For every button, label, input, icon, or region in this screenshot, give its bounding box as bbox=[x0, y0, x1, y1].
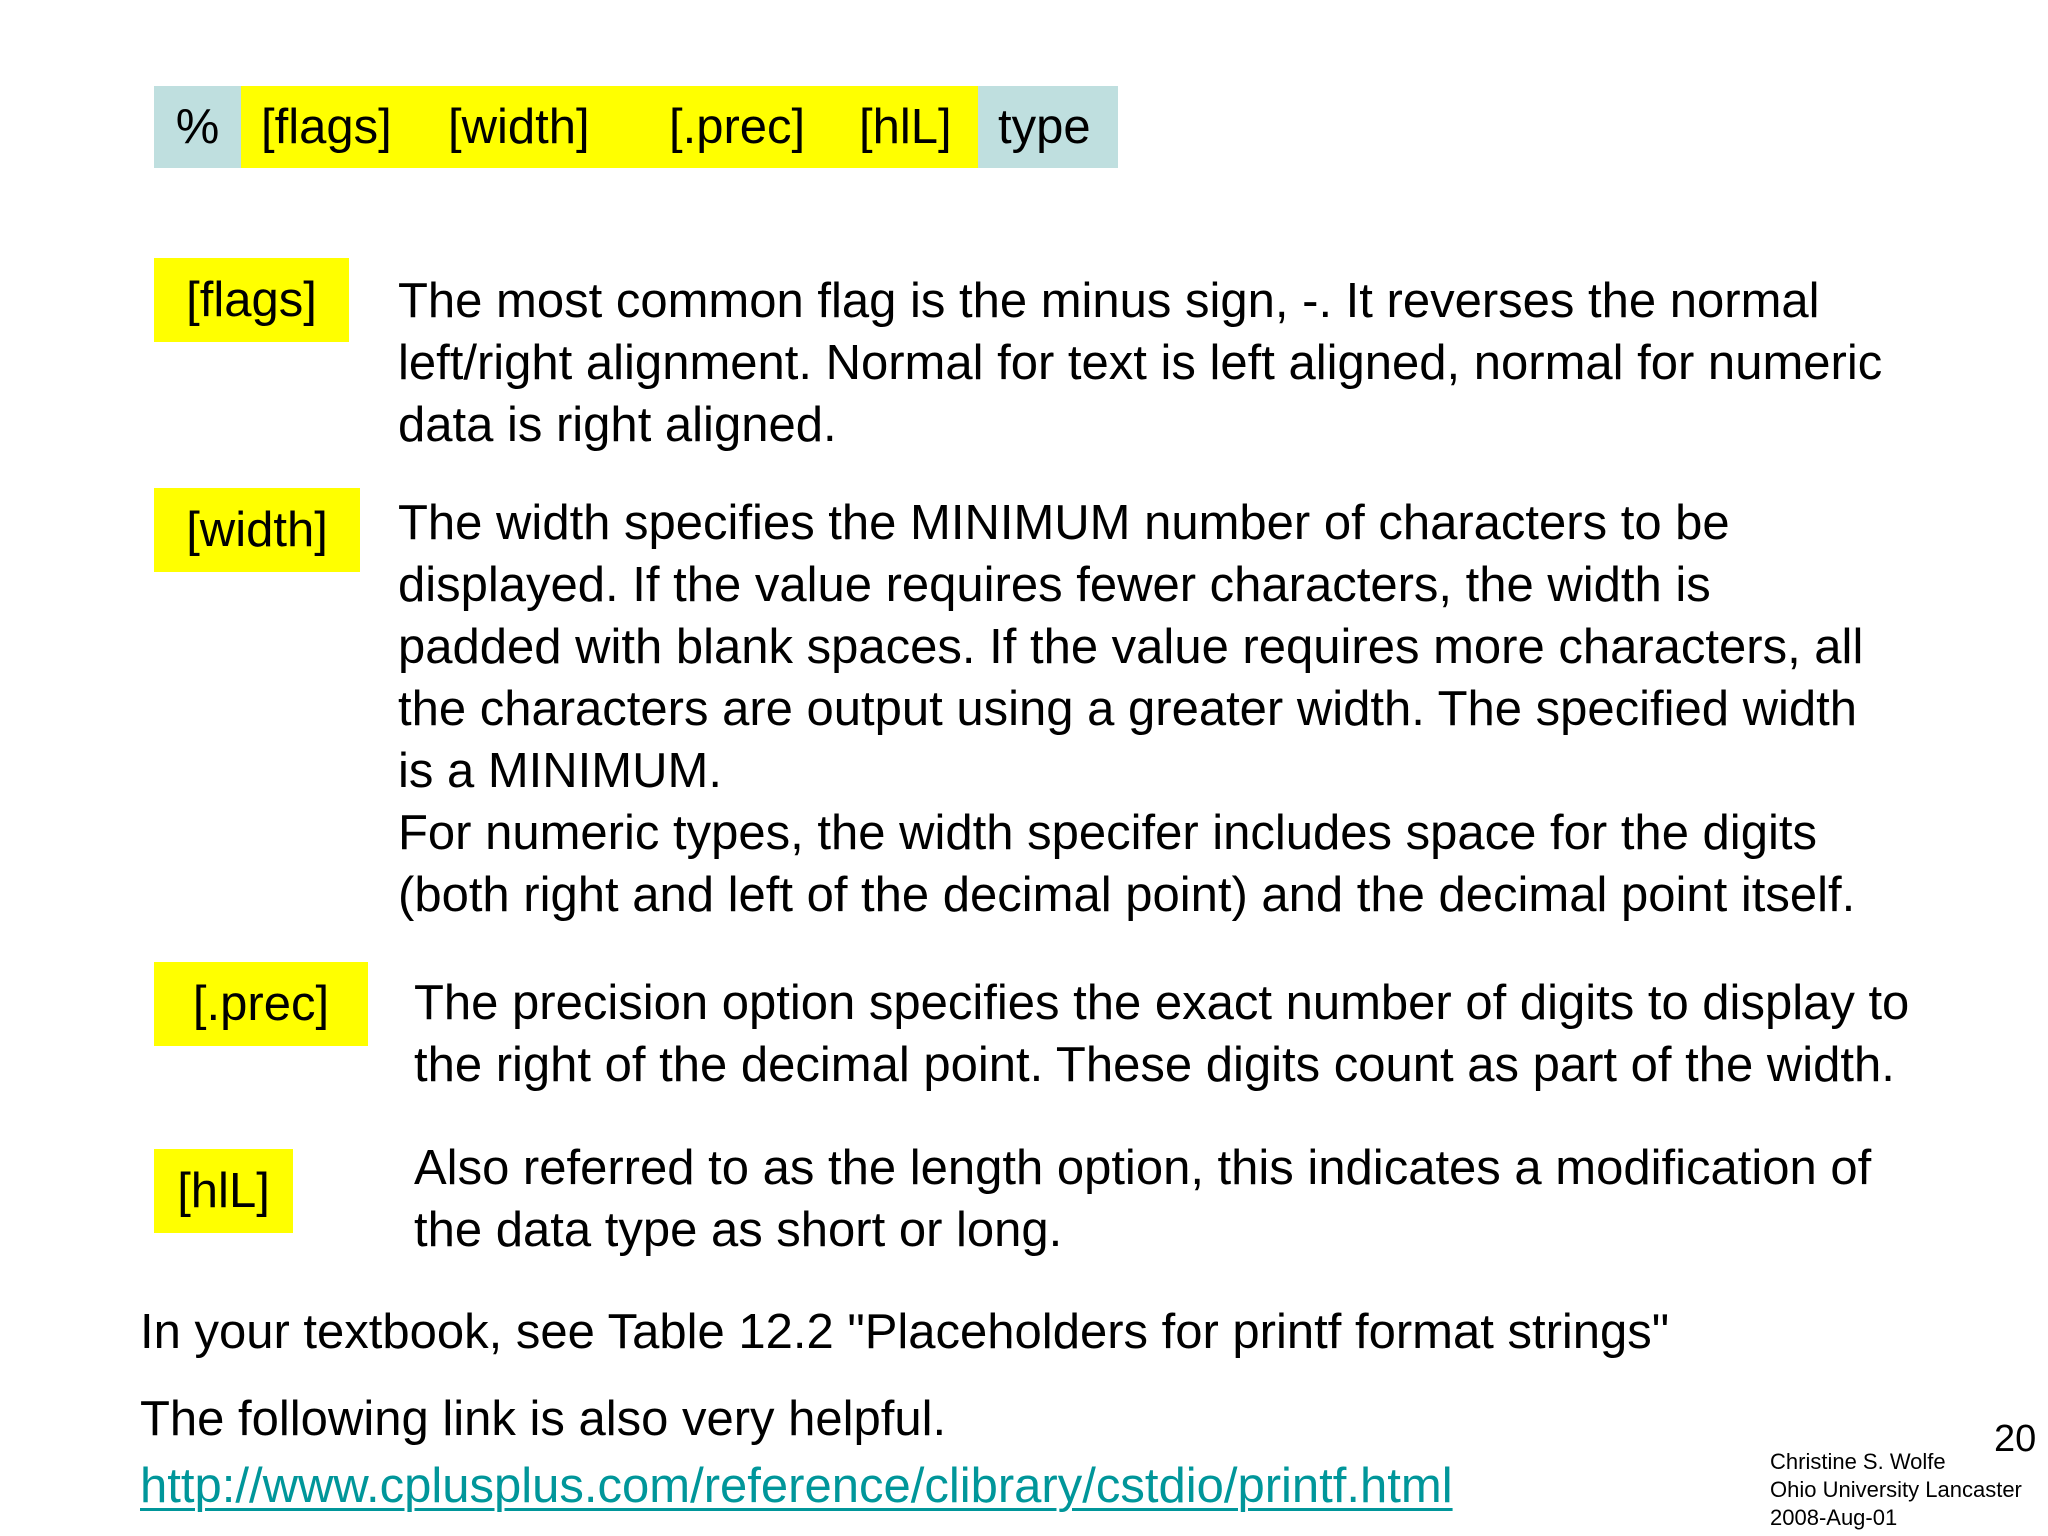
spec-options bbox=[241, 86, 978, 168]
spec-type-label: type bbox=[998, 99, 1091, 154]
spec-hlL: [hlL] bbox=[859, 99, 952, 154]
spec-type bbox=[978, 86, 1118, 168]
label-width: [width] bbox=[154, 488, 360, 572]
label-hlL: [hlL] bbox=[154, 1149, 293, 1233]
format-spec-bar bbox=[154, 86, 1118, 168]
page-number: 20 bbox=[1994, 1418, 2037, 1460]
spec-width: [width] bbox=[448, 99, 590, 154]
link-intro: The following link is also very helpful. bbox=[140, 1392, 947, 1446]
desc-flags: The most common flag is the minus sign, -. It reverses the normal left/right alignment. Normal for text is left aligned, normal for numeric data is right aligned. bbox=[398, 274, 1883, 452]
textbook-note: In your textbook, see Table 12.2 "Placeholders for printf format strings" bbox=[140, 1305, 1670, 1359]
spec-flags: [flags] bbox=[261, 99, 392, 154]
desc-hlL: Also referred to as the length option, this indicates a modification of the data type as short or long. bbox=[414, 1141, 1872, 1257]
desc-width: The width specifies the MINIMUM number of characters to be displayed. If the value requires fewer characters, the width is padded with blank spaces. If the value requires more characters, all the characters are output using a greater width. The specified width is a MINIMUM. For numeric types, the width specifer includes space for the digits (both right and left of the decimal point) and the decimal point itself. bbox=[398, 496, 1864, 922]
author-credit: Christine S. Wolfe Ohio University Lancaster 2008-Aug-01 bbox=[1770, 1449, 2022, 1530]
spec-percent: % bbox=[154, 86, 241, 168]
label-flags: [flags] bbox=[154, 258, 349, 342]
desc-prec: The precision option specifies the exact number of digits to display to the right of the decimal point. These digits count as part of the width. bbox=[414, 976, 1910, 1092]
spec-prec: [.prec] bbox=[669, 99, 806, 154]
label-prec: [.prec] bbox=[154, 962, 368, 1046]
printf-reference-link[interactable]: http://www.cplusplus.com/reference/clibrary/cstdio/printf.html bbox=[140, 1459, 1453, 1513]
